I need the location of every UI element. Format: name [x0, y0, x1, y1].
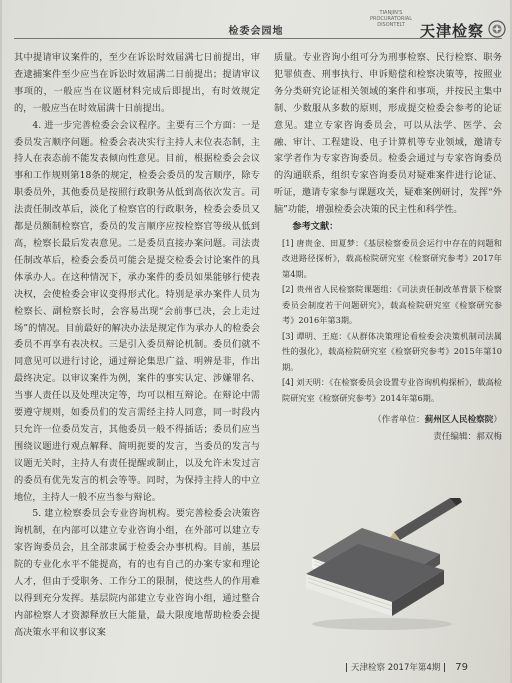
right-column	[274, 50, 502, 446]
magazine-page	[2, 0, 510, 683]
references-title: 参考文献：	[292, 221, 339, 233]
book-stack-illustration-icon	[302, 498, 472, 638]
reference-item: [1] 唐贵金、田夏梦：《基层检察委员会运行中存在的问题和改进路径探析》，载高检院研究室《检察研究参考》2017年第4期。	[282, 237, 502, 279]
right-paragraphs	[274, 50, 502, 219]
page-footer	[342, 661, 468, 673]
responsible-editor: 责任编辑：郝双梅	[433, 432, 502, 443]
procuratorate-emblem-icon	[488, 20, 506, 38]
footer-issue: 2017年第4期	[387, 663, 441, 673]
author-affiliation: （作者单位：蓟州区人民检察院）	[373, 415, 502, 426]
page-number: 79	[455, 662, 468, 673]
body-paragraph: 其中提请审议案件的，至少在诉讼时效届满七日前提出，审查逮捕案件至少应当在诉讼时效届满二日前提出；提请审议事项的，一般应当在议题材料完成后即提出，有时效规定的，一般应当在时效届满十日前提出。	[14, 52, 260, 114]
reference-item: [3] 谭明、王庭：《从群体决策理论看检委会决策机制司法属性的强化》，载高检院研究室《检察研究参考》2015年第10期。	[282, 330, 502, 372]
body-paragraph: 5. 建立检察委员会专业咨询机构。要完善检委会决策咨询机制，在内部可以建立专业咨询小组，在外部可以建立专家咨询委员会，且全部隶属于检委会办事机构。目前，基层院的专业化水平不能提高，有的也有自己的办案专家和理论人才，但由于受职务、工作分工的限制，使这些人的作用难以得到充分发挥。基层院内部建立专业咨询小组，通过整合内部检察人才资源释放巨大能量，最大限度地帮助检委会提高决策水平和议事议案	[14, 508, 260, 638]
section-title: 检委会园地	[228, 26, 284, 37]
body-paragraph: 质量。专业咨询小组可分为刑事检察、民行检察、职务犯罪侦查、刑事执行、申诉赔偿和检察决策等，按照业务分类研究论证相关领域的案件和事项，并按民主集中制、少数服从多数的原则，形成提交检委会参考的论证意见。建立专家咨询委员会，可以从法学、医学、会融、审计、工程建设、电子计算机等专业领域，邀请专家学者作为专家咨询委员。检委会通过与专家咨询委员的沟通联系，组织专家咨询委员对疑难案件进行论证、听证，邀请专家参与课题攻关，疑难案例研讨，发挥“外脑”功能，增强检委会决策的民主性和科学性。	[274, 52, 502, 216]
footer-magazine-name: 天津检察	[351, 663, 386, 673]
body-paragraph: 4. 进一步完善检委会会议程序。主要有三个方面：一是委员发言顺序问题。检委会表决实行主持人末位表态制，主持人在表态前不能发表倾向性意见。目前，根据检委会会议事和工作规则第18条的规定，检委会委员的发言顺序，除专职委员外，其他委员是按照行政职务从低到高依次发言。司法责任制改革后，淡化了检察官的行政职务，检委会委员又都是员额制检察官，委员的发言顺序应按检察官等级从低到高，检察长最后发表意见。二是委员直接办案问题。司法责任制改革后，检委会委员可能会是提交检委会讨论案件的具体承办人。在这种情况下，承办案件的委员如果能够行使表决权，会使检委会审议变得形式化。特别是承办案件人员为检察长、副检察长时，会容易出现“会前事已决，会上走过场”的情况。目前最好的解决办法是规定作为承办人的检委会委员不再享有表决权。三是引入委员辩论机制。委员们就不同意见可以进行讨论，通过辩论集思广益、明辨是非，作出最终决定。以审议案件为例，案件的事实认定、涉嫌罪名、当事人责任以及处理决定等，均可以相互辩论。在辩论中需要遵守规则，如委员们的发言需经主持人同意，同一时段内只允许一位委员发言，其他委员一般不得插话；委员们应当围绕议题进行观点解释、简明扼要的发言，当委员的发言与议题无关时，主持人有责任提醒或制止，以及允许未发过言的委员有优先发言的机会等等。同时，为保持主持人的中立地位，主持人一般不应当参与辩论。	[14, 119, 260, 503]
footer-divider	[444, 663, 445, 672]
reference-item: [2] 贵州省人民检察院课题组：《司法责任制改革背景下检察委员会制度若干问题研究》，载高检院研究室《检察研究参考》2016年第3期。	[282, 284, 502, 326]
footer-divider	[346, 663, 347, 672]
magazine-logo: 天津检察	[420, 22, 485, 40]
left-column	[14, 50, 260, 642]
header-english-title: TIANJIN'S PROCURATORIAL DISONTELT	[369, 10, 413, 28]
reference-list	[282, 236, 502, 407]
author-unit: 蓟州区人民检察院	[424, 415, 494, 426]
reference-item: [4] 刘天明：《在检察委员会设置专业咨询机构探析》，载高检院研究室《检察研究参考》2014年第6期。	[282, 377, 502, 403]
